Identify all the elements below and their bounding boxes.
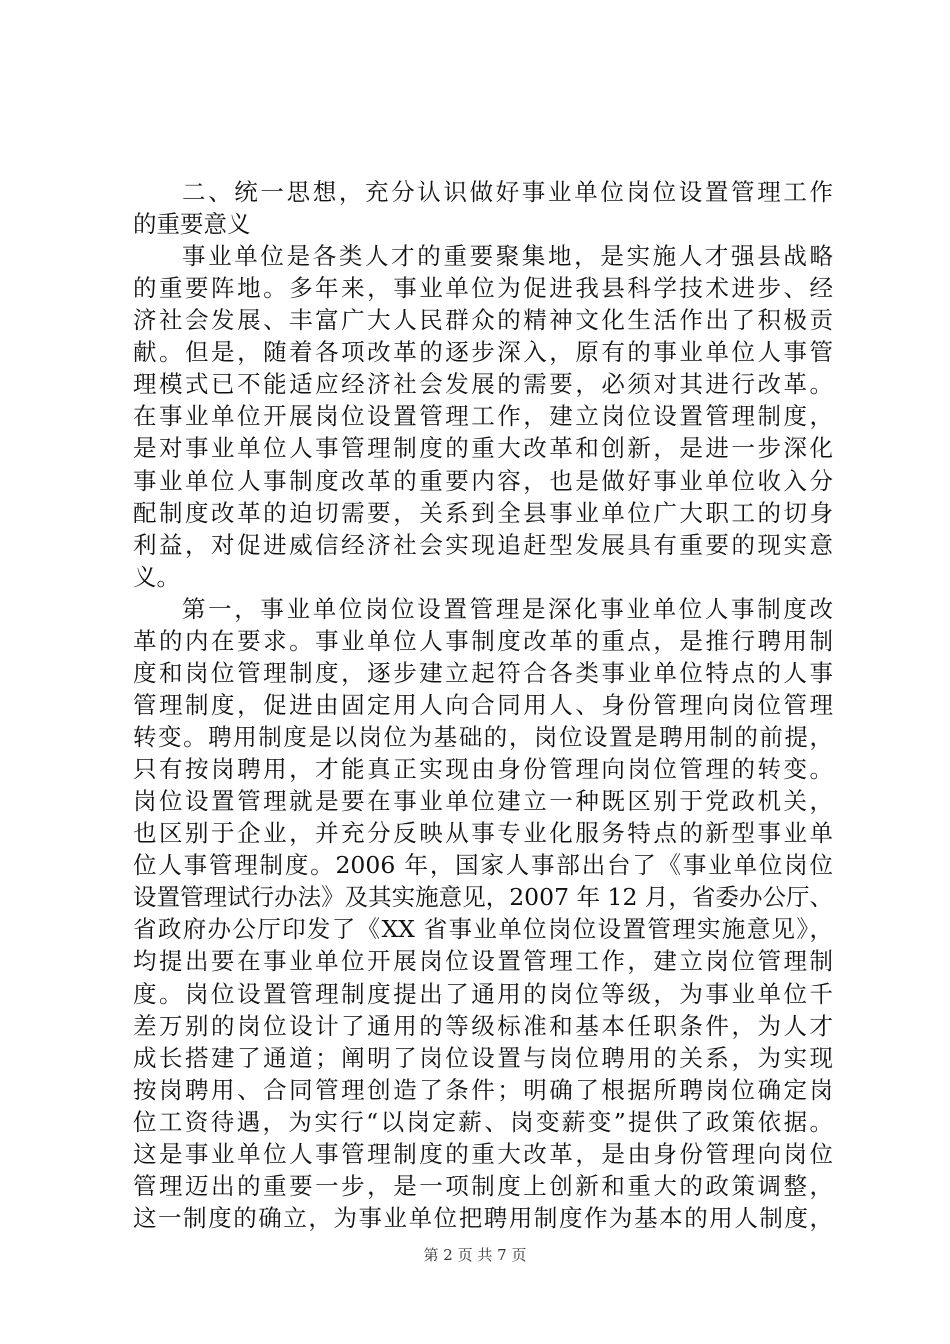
- paragraph-line: 事业单位是各类人才的重要聚集地，是实施人才强县战略: [182, 242, 833, 271]
- paragraph-line: 位工资待遇，为实行“以岗定薪、岗变薪变”提供了政策依据。: [133, 1107, 833, 1136]
- paragraph-line: 义。: [133, 562, 180, 591]
- paragraph-line: 省政府办公厅印发了《XX 省事业单位岗位设置管理实施意见》，: [133, 915, 833, 944]
- paragraph-line: 这一制度的确立，为事业单位把聘用制度作为基本的用人制度，: [133, 1203, 833, 1232]
- paragraph-line: 管理制度，促进由固定用人向合同用人、身份管理向岗位管理: [133, 690, 833, 719]
- paragraph-line: 成长搭建了通道；阐明了岗位设置与岗位聘用的关系，为实现: [133, 1043, 833, 1072]
- paragraph-line: 也区别于企业，并充分反映从事专业化服务特点的新型事业单: [133, 819, 833, 848]
- paragraph-line: 配制度改革的迫切需要，关系到全县事业单位广大职工的切身: [133, 498, 833, 527]
- paragraph-line: 在事业单位开展岗位设置管理工作，建立岗位设置管理制度，: [133, 402, 833, 431]
- paragraph-line: 这是事业单位人事管理制度的重大改革，是由身份管理向岗位: [133, 1139, 833, 1168]
- page-footer: 第 2 页 共 7 页: [423, 1246, 527, 1264]
- paragraph-line: 均提出要在事业单位开展岗位设置管理工作，建立岗位管理制: [133, 947, 833, 976]
- paragraph-line: 理模式已不能适应经济社会发展的需要，必须对其进行改革。: [133, 370, 833, 399]
- paragraph-line: 第一，事业单位岗位设置管理是深化事业单位人事制度改: [182, 594, 833, 623]
- paragraph-line: 转变。聘用制度是以岗位为基础的，岗位设置是聘用制的前提，: [133, 723, 833, 752]
- paragraph-line: 的重要阵地。多年来，事业单位为促进我县科学技术进步、经: [133, 274, 833, 303]
- paragraph-line: 事业单位人事制度改革的重要内容，也是做好事业单位收入分: [133, 466, 833, 495]
- paragraph-line: 度和岗位管理制度，逐步建立起符合各类事业单位特点的人事: [133, 658, 833, 687]
- paragraph-line: 济社会发展、丰富广大人民群众的精神文化生活作出了积极贡: [133, 306, 833, 335]
- paragraph-line: 设置管理试行办法》及其实施意见，2007 年 12 月，省委办公厅、: [133, 883, 833, 912]
- paragraph-line: 革的内在要求。事业单位人事制度改革的重点，是推行聘用制: [133, 626, 833, 655]
- paragraph-line: 利益，对促进威信经济社会实现追赶型发展具有重要的现实意: [133, 530, 833, 559]
- paragraph-line: 位人事管理制度。2006 年，国家人事部出台了《事业单位岗位: [133, 851, 833, 880]
- paragraph-line: 差万别的岗位设计了通用的等级标准和基本任职条件，为人才: [133, 1011, 833, 1040]
- paragraph-line: 管理迈出的重要一步，是一项制度上创新和重大的政策调整，: [133, 1171, 833, 1200]
- paragraph-line: 岗位设置管理就是要在事业单位建立一种既区别于党政机关，: [133, 787, 833, 816]
- paragraph-line: 按岗聘用、合同管理创造了条件；明确了根据所聘岗位确定岗: [133, 1075, 833, 1104]
- paragraph-line: 是对事业单位人事管理制度的重大改革和创新，是进一步深化: [133, 434, 833, 463]
- paragraph-line: 只有按岗聘用，才能真正实现由身份管理向岗位管理的转变。: [133, 755, 833, 784]
- section-heading-line-2: 的重要意义: [133, 210, 251, 239]
- section-heading-line-1: 二、统一思想，充分认识做好事业单位岗位设置管理工作: [182, 178, 833, 206]
- paragraph-line: 献。但是，随着各项改革的逐步深入，原有的事业单位人事管: [133, 338, 833, 367]
- paragraph-line: 度。岗位设置管理制度提出了通用的岗位等级，为事业单位千: [133, 979, 833, 1008]
